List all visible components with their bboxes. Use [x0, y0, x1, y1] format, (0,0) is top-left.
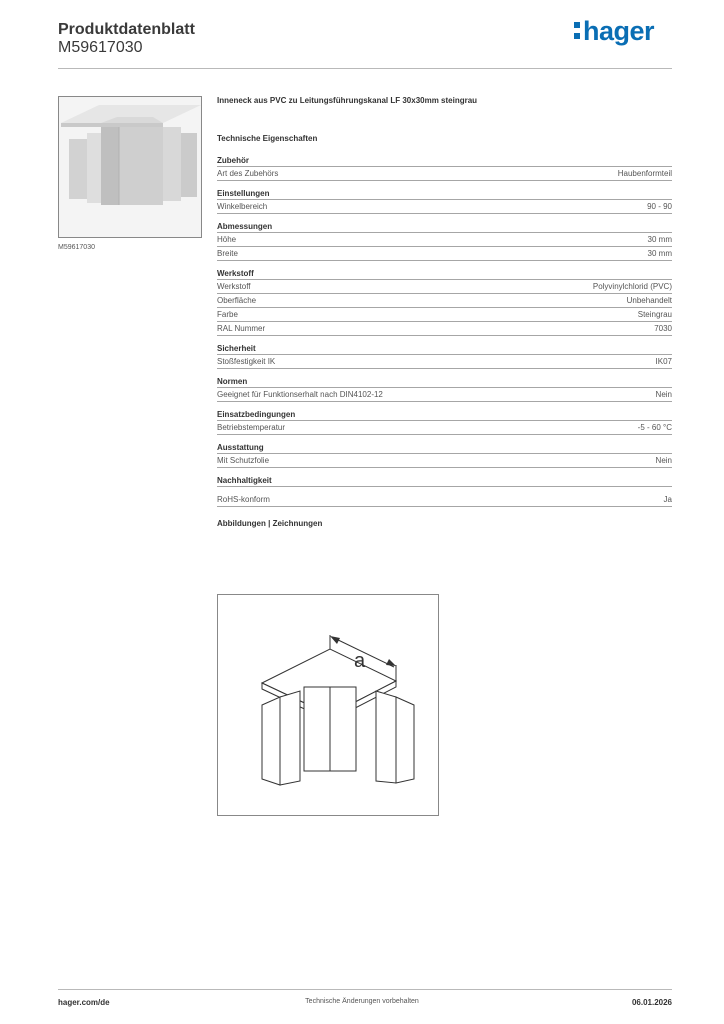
spec-label: Farbe — [217, 310, 238, 319]
spec-label: Oberfläche — [217, 296, 257, 305]
logo-colon-icon — [574, 22, 580, 39]
spec-row — [217, 200, 672, 214]
footer-divider — [58, 989, 672, 990]
spec-label: Breite — [217, 249, 238, 258]
spec-value: Unbehandelt — [626, 296, 672, 305]
spec-row — [217, 308, 672, 322]
spec-label: RAL Nummer — [217, 324, 266, 333]
spec-value: Nein — [655, 390, 672, 399]
tech-heading: Technische Eigenschaften — [217, 134, 318, 143]
spec-label: RoHS-konform — [217, 495, 270, 504]
technical-drawing — [217, 594, 439, 816]
figures-heading: Abbildungen | Zeichnungen — [217, 519, 323, 528]
spec-section — [217, 268, 672, 336]
footer-note: Technische Änderungen vorbehalten — [305, 998, 419, 1005]
spec-row — [217, 454, 672, 468]
spec-value: Nein — [655, 456, 672, 465]
spec-row — [217, 167, 672, 181]
spec-row — [217, 233, 672, 247]
spec-value: 30 mm — [647, 235, 672, 244]
footer-date: 06.01.2026 — [631, 998, 672, 1007]
spec-value: Polyvinylchlorid (PVC) — [592, 282, 672, 291]
spec-section — [217, 188, 672, 214]
spec-row — [217, 247, 672, 261]
spec-label: Geeignet für Funktionserhalt nach DIN4102-12 — [217, 390, 383, 399]
spec-section-title: Normen — [217, 376, 672, 388]
spec-value: Haubenformteil — [617, 169, 672, 178]
spec-section — [217, 475, 672, 507]
spec-row — [217, 421, 672, 435]
spec-section — [217, 376, 672, 402]
spec-value: 90 - 90 — [647, 202, 672, 211]
logo-text: hager — [582, 16, 654, 46]
spec-section — [217, 155, 672, 181]
spec-label: Betriebstemperatur — [217, 423, 286, 432]
spec-value: 30 mm — [647, 249, 672, 258]
spec-label: Mit Schutzfolie — [217, 456, 270, 465]
spec-section-title: Einsatzbedingungen — [217, 409, 672, 421]
image-caption: M59617030 — [58, 244, 95, 251]
spec-section-title: Einstellungen — [217, 188, 672, 200]
spec-row — [217, 493, 672, 507]
spec-row — [217, 294, 672, 308]
footer-website[interactable]: hager.com/de — [58, 998, 110, 1007]
inner-corner-photo — [59, 97, 202, 238]
spec-row — [217, 355, 672, 369]
spec-value: 7030 — [654, 324, 672, 333]
spec-section-title: Sicherheit — [217, 343, 672, 355]
spec-value: Ja — [663, 495, 672, 504]
spec-section-title: Nachhaltigkeit — [217, 475, 672, 487]
spec-row — [217, 322, 672, 336]
spec-row — [217, 388, 672, 402]
spec-row — [217, 280, 672, 294]
spec-section — [217, 409, 672, 435]
spec-section-title: Werkstoff — [217, 268, 672, 280]
spec-section — [217, 442, 672, 468]
product-number: M59617030 — [58, 39, 143, 56]
spec-label: Stoßfestigkeit IK — [217, 357, 276, 366]
dimension-label: a — [354, 650, 366, 672]
spec-section — [217, 343, 672, 369]
hager-logo — [574, 16, 654, 47]
product-image — [58, 96, 202, 238]
spec-label: Winkelbereich — [217, 202, 268, 211]
spec-label: Werkstoff — [217, 282, 251, 291]
spec-value: IK07 — [655, 357, 672, 366]
product-description: Inneneck aus PVC zu Leitungsführungskanal LF 30x30mm steingrau — [217, 96, 478, 105]
tech-sections — [217, 155, 672, 507]
product-details — [217, 96, 672, 528]
spec-section-title: Zubehör — [217, 155, 672, 167]
spec-value: Steingrau — [637, 310, 672, 319]
spec-label: Art des Zubehörs — [217, 169, 279, 178]
header-divider — [58, 68, 672, 69]
spec-section-title: Ausstattung — [217, 442, 672, 454]
inner-corner-drawing — [218, 595, 440, 817]
spec-label: Höhe — [217, 235, 237, 244]
page-title: Produktdatenblatt — [58, 21, 195, 38]
spec-section — [217, 221, 672, 261]
spec-value: -5 - 60 °C — [637, 423, 672, 432]
spec-section-title: Abmessungen — [217, 221, 672, 233]
